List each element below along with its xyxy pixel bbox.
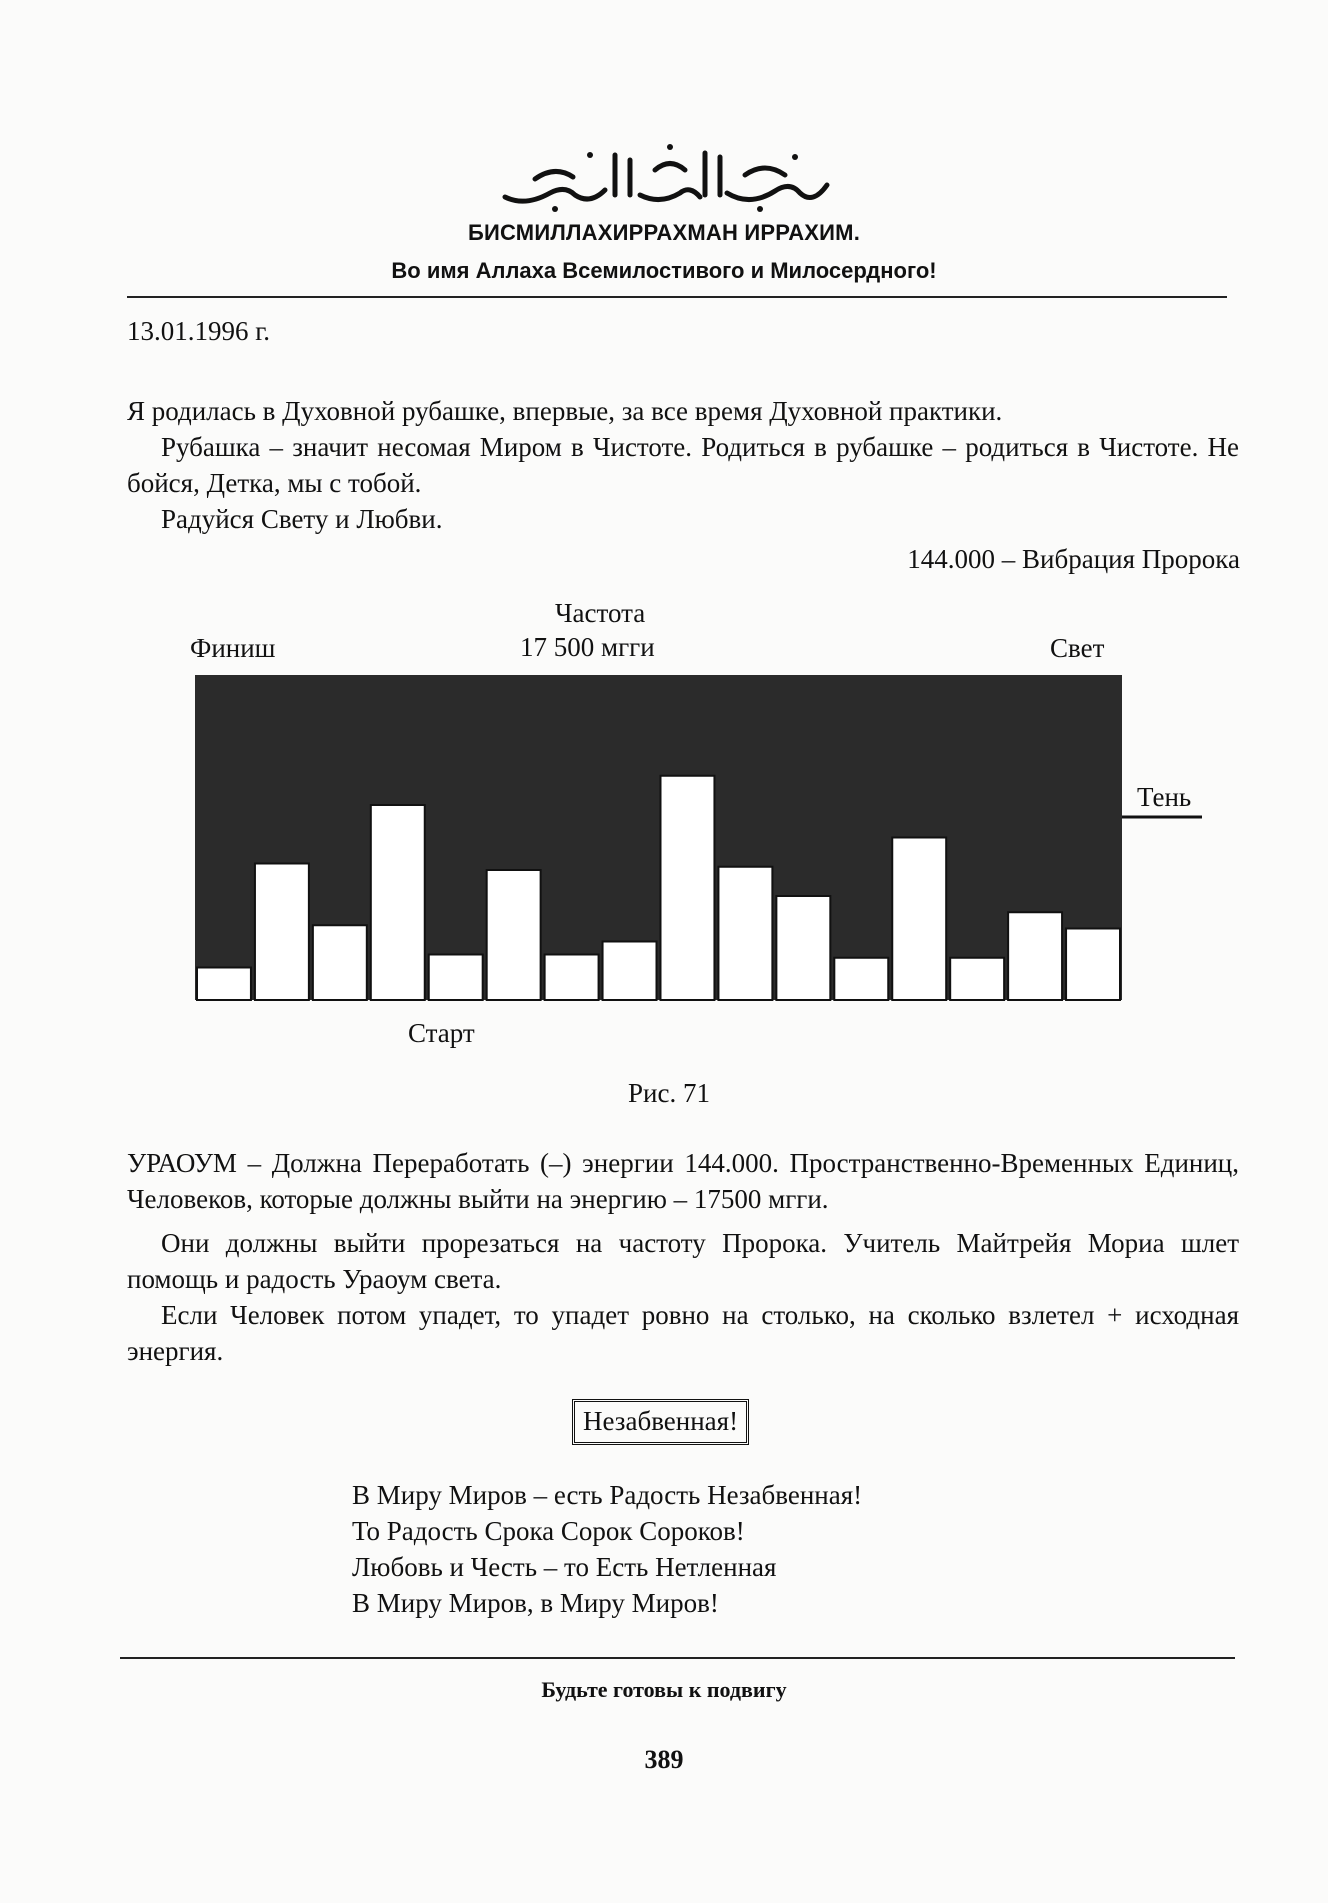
figure-bar-1	[197, 968, 251, 1001]
paragraph-4	[127, 1145, 1239, 1217]
poem-line-3: Любовь и Честь – то Есть Нетленная	[352, 1552, 777, 1582]
paragraph-1-text: Я родилась в Духовной рубашке, впервые, за все время Духовной практики.	[127, 396, 1003, 426]
boxed-title: Незабвенная!	[572, 1399, 749, 1445]
figure-bar-4	[371, 805, 425, 1000]
paragraph-5	[127, 1225, 1239, 1297]
date-line: 13.01.1996 г.	[127, 316, 271, 346]
poem	[352, 1477, 862, 1621]
frequency-value-label: 17 500 мгги	[520, 632, 655, 662]
figure-bar-6	[487, 870, 541, 1000]
paragraph-3	[127, 501, 1239, 537]
running-footer: Будьте готовы к подвигу	[541, 1677, 787, 1702]
paragraph-5-text: Они должны выйти прорезаться на частоту Пророка. Учитель Майтрейя Мориа шлет помощь и радость Ураоум света.	[127, 1228, 1239, 1294]
paragraph-6	[127, 1297, 1239, 1369]
figure-bar-3	[313, 925, 367, 1000]
poem-line-4: В Миру Миров, в Миру Миров!	[352, 1588, 719, 1618]
page-number: 389	[644, 1745, 684, 1774]
figure-bar-12	[834, 958, 888, 1000]
figure-bar-15	[1008, 912, 1062, 1000]
paragraph-2	[127, 429, 1239, 501]
figure-bar-7	[545, 955, 599, 1001]
figure-bar-2	[255, 864, 309, 1001]
bismillah-calligraphy	[495, 135, 835, 213]
paragraph-4-text: УРАОУМ – Должна Переработать (–) энергии 144.000. Пространственно-Временных Единиц, Человеков, которые должны выйти на энергию – 17500 мгги.	[127, 1148, 1239, 1214]
paragraph-2-text: Рубашка – значит несомая Миром в Чистоте. Родиться в рубашке – родиться в Чистоте. Не бойся, Детка, мы с тобой.	[127, 432, 1239, 498]
figure-bar-11	[776, 896, 830, 1000]
page-subtitle: Во имя Аллаха Всемилостивого и Милосердного!	[391, 258, 937, 283]
paragraph-6-text: Если Человек потом упадет, то упадет ровно на столько, на сколько взлетел + исходная энергия.	[127, 1300, 1239, 1366]
figure-bar-16	[1066, 929, 1120, 1001]
top-divider	[127, 296, 1227, 298]
start-label: Старт	[408, 1018, 475, 1048]
page-title: БИСМИЛЛАХИРРАХМАН ИРРАХИМ.	[467, 220, 861, 245]
finish-label: Финиш	[190, 633, 276, 663]
figure-bar-13	[892, 838, 946, 1001]
bottom-divider	[120, 1657, 1235, 1659]
paragraph-3-text: Радуйся Свету и Любви.	[161, 504, 443, 534]
light-label: Свет	[1050, 633, 1105, 663]
frequency-figure	[180, 595, 1230, 1045]
figure-bar-8	[603, 942, 657, 1001]
figure-bar-9	[661, 776, 715, 1000]
figure-bar-10	[718, 867, 772, 1000]
paragraph-1	[127, 393, 1239, 429]
poem-line-1: В Миру Миров – есть Радость Незабвенная!	[352, 1480, 863, 1510]
poem-line-2: То Радость Срока Сорок Сороков!	[352, 1516, 745, 1546]
figure-bar-5	[429, 955, 483, 1001]
vibration-line: 144.000 – Вибрация Пророка	[907, 544, 1240, 574]
figure-caption: Рис. 71	[628, 1078, 710, 1108]
frequency-title-label: Частота	[555, 598, 646, 628]
figure-bar-14	[950, 958, 1004, 1000]
shadow-label: Тень	[1137, 782, 1192, 812]
